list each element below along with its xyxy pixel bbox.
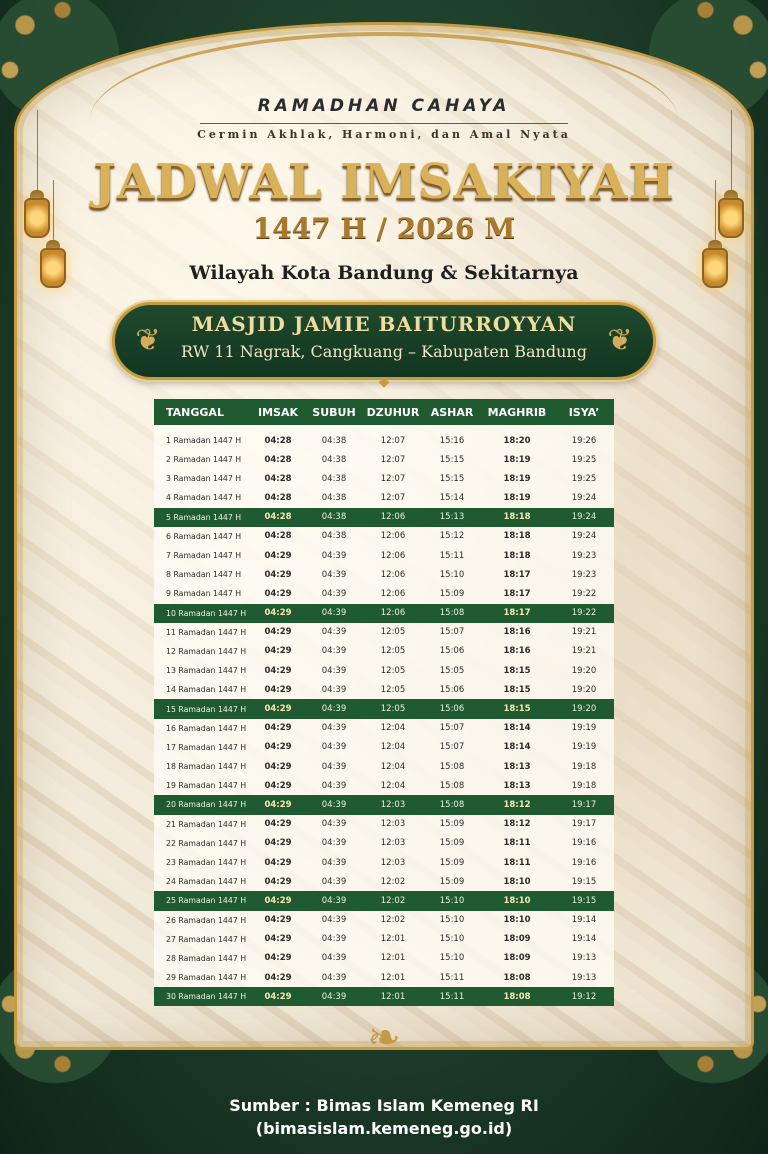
cell-date: 17 Ramadan 1447 H <box>166 742 247 752</box>
cell-date: 30 Ramadan 1447 H <box>154 987 250 1006</box>
cell-dzuhur: 12:02 <box>380 876 406 887</box>
cell-isya: 19:16 <box>571 857 597 868</box>
cell-imsak: 04:29 <box>264 550 292 561</box>
cell-dzuhur: 12:07 <box>380 473 406 484</box>
ornament-icon: ❦ <box>607 323 633 358</box>
cell-imsak: 04:29 <box>264 972 292 983</box>
cell-dzuhur: 12:03 <box>380 857 406 868</box>
cell-maghrib: 18:16 <box>503 646 531 657</box>
cell-maghrib: 18:15 <box>503 665 531 676</box>
cell-subuh: 04:39 <box>321 588 347 599</box>
cell-maghrib: 18:19 <box>503 473 531 484</box>
cell-date: 15 Ramadan 1447 H <box>154 699 250 718</box>
cell-subuh: 04:39 <box>321 915 347 926</box>
region-label: Wilayah Kota Bandung & Sekitarnya <box>189 262 579 284</box>
mosque-name: MASJID JAMIE BAITURROYYAN <box>191 312 577 336</box>
cell-subuh: 04:39 <box>321 742 347 753</box>
cell-date: 14 Ramadan 1447 H <box>166 685 247 695</box>
source-url: (bimasislam.kemeneg.go.id) <box>255 1119 513 1138</box>
cell-imsak: 04:29 <box>264 684 292 695</box>
cell-date: 5 Ramadan 1447 H <box>154 508 250 527</box>
cell-date: 12 Ramadan 1447 H <box>166 646 247 656</box>
cell-subuh: 04:39 <box>321 876 347 887</box>
cell-ashar: 15:11 <box>439 550 465 561</box>
table-row <box>154 795 614 814</box>
column-header: IMSAK <box>250 399 306 425</box>
cell-isya: 19:13 <box>571 953 597 964</box>
cell-subuh: 04:39 <box>321 569 347 580</box>
cell-ashar: 15:09 <box>439 819 465 830</box>
cell-imsak: 04:29 <box>250 699 306 718</box>
cell-ashar: 15:10 <box>439 953 465 964</box>
table-row <box>154 930 614 949</box>
brand-name: RAMADHAN CAHAYA <box>257 96 511 116</box>
cell-date: 22 Ramadan 1447 H <box>166 838 247 848</box>
cell-ashar: 15:12 <box>439 531 465 542</box>
cell-isya: 19:14 <box>571 915 597 926</box>
cell-isya: 19:22 <box>554 604 614 623</box>
cell-isya: 19:20 <box>571 684 597 695</box>
table-row <box>154 469 614 488</box>
cell-imsak: 04:29 <box>264 646 292 657</box>
table-row <box>154 642 614 661</box>
table-row <box>154 911 614 930</box>
bottom-ornament-icon: ❧ <box>367 1015 401 1061</box>
cell-maghrib: 18:17 <box>503 569 531 580</box>
table-row <box>154 757 614 776</box>
cell-ashar: 15:13 <box>424 508 480 527</box>
cell-dzuhur: 12:07 <box>380 492 406 503</box>
cell-subuh: 04:39 <box>321 972 347 983</box>
cell-date: 13 Ramadan 1447 H <box>166 666 247 676</box>
table-row <box>154 508 614 527</box>
cell-date: 25 Ramadan 1447 H <box>154 891 250 910</box>
cell-imsak: 04:28 <box>264 492 292 503</box>
cell-ashar: 15:08 <box>424 795 480 814</box>
cell-date: 1 Ramadan 1447 H <box>166 436 242 445</box>
column-header: ISYA’ <box>554 399 614 425</box>
cell-maghrib: 18:19 <box>503 454 531 465</box>
cell-maghrib: 18:08 <box>503 972 531 983</box>
table-row <box>154 450 614 469</box>
cell-dzuhur: 12:04 <box>380 723 406 734</box>
cell-date: 3 Ramadan 1447 H <box>166 474 242 484</box>
cell-subuh: 04:39 <box>321 934 347 945</box>
cell-ashar: 15:15 <box>439 473 465 484</box>
cell-ashar: 15:15 <box>439 454 465 465</box>
cell-subuh: 04:39 <box>321 761 347 772</box>
cell-maghrib: 18:11 <box>503 838 531 849</box>
table-row <box>154 623 614 642</box>
cell-subuh: 04:39 <box>321 627 347 638</box>
cell-ashar: 15:06 <box>439 684 465 695</box>
cell-maghrib: 18:17 <box>503 588 531 599</box>
cell-imsak: 04:29 <box>250 795 306 814</box>
cell-isya: 19:23 <box>571 550 597 561</box>
column-header: SUBUH <box>306 399 362 425</box>
table-row <box>154 738 614 757</box>
cell-isya: 19:17 <box>554 795 614 814</box>
cell-ashar: 15:08 <box>424 604 480 623</box>
cell-imsak: 04:29 <box>264 915 292 926</box>
table-row <box>154 565 614 584</box>
cell-subuh: 04:38 <box>321 454 347 465</box>
cell-isya: 19:19 <box>571 723 597 734</box>
cell-dzuhur: 12:03 <box>380 819 406 830</box>
cell-date: 11 Ramadan 1447 H <box>166 627 247 637</box>
cell-imsak: 04:29 <box>264 627 292 638</box>
table-row <box>154 527 614 546</box>
cell-date: 7 Ramadan 1447 H <box>166 551 242 561</box>
cell-subuh: 04:39 <box>321 819 347 830</box>
cell-isya: 19:21 <box>571 646 597 657</box>
table-row <box>154 425 614 450</box>
cell-dzuhur: 12:05 <box>362 699 424 718</box>
cell-dzuhur: 12:06 <box>380 531 406 542</box>
cell-dzuhur: 12:05 <box>380 646 406 657</box>
cell-dzuhur: 12:01 <box>380 972 406 983</box>
cell-ashar: 15:07 <box>439 742 465 753</box>
column-header: DZUHUR <box>362 399 424 425</box>
page-title: JADWAL IMSAKIYAH <box>93 154 675 210</box>
cell-imsak: 04:29 <box>264 569 292 580</box>
cell-dzuhur: 12:06 <box>362 508 424 527</box>
cell-dzuhur: 12:06 <box>380 550 406 561</box>
cell-imsak: 04:29 <box>264 665 292 676</box>
cell-ashar: 15:08 <box>439 780 465 791</box>
schedule-table <box>154 399 614 1006</box>
cell-dzuhur: 12:01 <box>362 987 424 1006</box>
cell-ashar: 15:10 <box>424 891 480 910</box>
cell-dzuhur: 12:07 <box>380 435 406 446</box>
table-row <box>154 546 614 565</box>
cell-imsak: 04:28 <box>264 473 292 484</box>
cell-imsak: 04:29 <box>264 876 292 887</box>
table-row <box>154 776 614 795</box>
cell-maghrib: 18:15 <box>503 684 531 695</box>
cell-ashar: 15:16 <box>439 435 465 446</box>
cell-maghrib: 18:12 <box>480 795 554 814</box>
table-row <box>154 488 614 507</box>
cell-dzuhur: 12:02 <box>362 891 424 910</box>
cell-isya: 19:16 <box>571 838 597 849</box>
cell-subuh: 04:39 <box>306 699 362 718</box>
year-label: 1447 H / 2026 M <box>252 212 516 245</box>
cell-imsak: 04:28 <box>264 454 292 465</box>
cell-subuh: 04:39 <box>306 795 362 814</box>
table-row <box>154 719 614 738</box>
cell-maghrib: 18:11 <box>503 857 531 868</box>
cell-imsak: 04:28 <box>264 435 292 446</box>
cell-subuh: 04:39 <box>306 891 362 910</box>
table-row <box>154 680 614 699</box>
cell-ashar: 15:06 <box>439 646 465 657</box>
cell-dzuhur: 12:04 <box>380 761 406 772</box>
cell-date: 27 Ramadan 1447 H <box>166 934 247 944</box>
mosque-address: RW 11 Nagrak, Cangkuang – Kabupaten Bandung <box>181 342 587 361</box>
cell-dzuhur: 12:04 <box>380 742 406 753</box>
cell-ashar: 15:11 <box>439 972 465 983</box>
column-header: MAGHRIB <box>480 399 554 425</box>
cell-imsak: 04:28 <box>250 508 306 527</box>
cell-imsak: 04:29 <box>264 780 292 791</box>
cell-imsak: 04:29 <box>264 819 292 830</box>
cell-dzuhur: 12:01 <box>380 953 406 964</box>
cell-ashar: 15:05 <box>439 665 465 676</box>
cell-ashar: 15:09 <box>439 857 465 868</box>
cell-imsak: 04:29 <box>250 604 306 623</box>
table-row <box>154 872 614 891</box>
cell-subuh: 04:38 <box>306 508 362 527</box>
table-row <box>154 968 614 987</box>
cell-dzuhur: 12:03 <box>380 838 406 849</box>
cell-maghrib: 18:14 <box>503 723 531 734</box>
cell-maghrib: 18:10 <box>503 915 531 926</box>
cell-isya: 19:21 <box>571 627 597 638</box>
cell-maghrib: 18:15 <box>480 699 554 718</box>
cell-isya: 19:19 <box>571 742 597 753</box>
cell-ashar: 15:10 <box>439 915 465 926</box>
cell-maghrib: 18:18 <box>480 508 554 527</box>
cell-subuh: 04:39 <box>321 665 347 676</box>
table-row <box>154 661 614 680</box>
cell-dzuhur: 12:05 <box>380 627 406 638</box>
table-row <box>154 891 614 910</box>
cell-dzuhur: 12:01 <box>380 934 406 945</box>
cell-subuh: 04:39 <box>321 780 347 791</box>
cell-isya: 19:26 <box>571 435 597 446</box>
table-row <box>154 815 614 834</box>
cell-ashar: 15:11 <box>424 987 480 1006</box>
knot-ornament-icon: ◆ <box>378 374 390 390</box>
table-row <box>154 699 614 718</box>
cell-isya: 19:24 <box>571 531 597 542</box>
cell-date: 29 Ramadan 1447 H <box>166 973 247 983</box>
cell-dzuhur: 12:07 <box>380 454 406 465</box>
table-row <box>154 949 614 968</box>
cell-isya: 19:20 <box>571 665 597 676</box>
cell-isya: 19:23 <box>571 569 597 580</box>
cell-date: 10 Ramadan 1447 H <box>154 604 250 623</box>
cell-date: 8 Ramadan 1447 H <box>166 570 242 580</box>
cell-imsak: 04:28 <box>264 531 292 542</box>
cell-subuh: 04:38 <box>321 435 347 446</box>
cell-isya: 19:25 <box>571 454 597 465</box>
cell-isya: 19:15 <box>554 891 614 910</box>
cell-date: 16 Ramadan 1447 H <box>166 723 247 733</box>
cell-ashar: 15:09 <box>439 838 465 849</box>
cell-date: 24 Ramadan 1447 H <box>166 877 247 887</box>
cell-date: 20 Ramadan 1447 H <box>154 795 250 814</box>
cell-maghrib: 18:09 <box>503 953 531 964</box>
cell-ashar: 15:09 <box>439 876 465 887</box>
cell-date: 23 Ramadan 1447 H <box>166 858 247 868</box>
cell-subuh: 04:39 <box>321 953 347 964</box>
source-line: Sumber : Bimas Islam Kemeneg RI <box>229 1096 539 1115</box>
cell-dzuhur: 12:06 <box>362 604 424 623</box>
cell-subuh: 04:39 <box>306 604 362 623</box>
cell-date: 28 Ramadan 1447 H <box>166 953 247 963</box>
cell-isya: 19:22 <box>571 588 597 599</box>
cell-imsak: 04:29 <box>250 987 306 1006</box>
brand-divider <box>200 123 568 124</box>
column-header: TANGGAL <box>154 399 250 425</box>
cell-ashar: 15:06 <box>424 699 480 718</box>
cell-maghrib: 18:10 <box>480 891 554 910</box>
cell-maghrib: 18:13 <box>503 761 531 772</box>
table-header-row <box>154 399 614 425</box>
cell-isya: 19:15 <box>571 876 597 887</box>
cell-maghrib: 18:19 <box>503 492 531 503</box>
cell-date: 19 Ramadan 1447 H <box>166 781 247 791</box>
cell-dzuhur: 12:02 <box>380 915 406 926</box>
cell-dzuhur: 12:05 <box>380 665 406 676</box>
cell-subuh: 04:39 <box>321 857 347 868</box>
cell-ashar: 15:08 <box>439 761 465 772</box>
cell-maghrib: 18:13 <box>503 780 531 791</box>
cell-subuh: 04:38 <box>321 492 347 503</box>
table-row <box>154 987 614 1006</box>
tagline: Cermin Akhlak, Harmoni, dan Amal Nyata <box>197 128 571 141</box>
cell-maghrib: 18:12 <box>503 819 531 830</box>
cell-ashar: 15:10 <box>439 934 465 945</box>
table-row <box>154 604 614 623</box>
cell-isya: 19:18 <box>571 780 597 791</box>
table-row <box>154 853 614 872</box>
cell-subuh: 04:39 <box>321 646 347 657</box>
cell-isya: 19:24 <box>571 492 597 503</box>
cell-imsak: 04:29 <box>264 588 292 599</box>
cell-date: 4 Ramadan 1447 H <box>166 493 242 503</box>
cell-subuh: 04:39 <box>306 987 362 1006</box>
cell-maghrib: 18:16 <box>503 627 531 638</box>
cell-isya: 19:24 <box>554 508 614 527</box>
table-row <box>154 834 614 853</box>
source-credit <box>0 1094 768 1140</box>
cell-imsak: 04:29 <box>264 838 292 849</box>
cell-maghrib: 18:20 <box>503 435 531 446</box>
cell-ashar: 15:07 <box>439 723 465 734</box>
cell-ashar: 15:10 <box>439 569 465 580</box>
cell-dzuhur: 12:04 <box>380 780 406 791</box>
cell-imsak: 04:29 <box>264 742 292 753</box>
cell-imsak: 04:29 <box>264 723 292 734</box>
cell-date: 6 Ramadan 1447 H <box>166 531 242 541</box>
cell-subuh: 04:39 <box>321 838 347 849</box>
cell-date: 21 Ramadan 1447 H <box>166 819 247 829</box>
cell-maghrib: 18:18 <box>503 550 531 561</box>
cell-maghrib: 18:09 <box>503 934 531 945</box>
column-header: ASHAR <box>424 399 480 425</box>
ornament-icon: ❦ <box>135 323 161 358</box>
cell-date: 26 Ramadan 1447 H <box>166 915 247 925</box>
cell-dzuhur: 12:05 <box>380 684 406 695</box>
cell-maghrib: 18:14 <box>503 742 531 753</box>
cell-imsak: 04:29 <box>264 934 292 945</box>
cell-date: 18 Ramadan 1447 H <box>166 762 247 772</box>
cell-imsak: 04:29 <box>264 761 292 772</box>
cell-isya: 19:18 <box>571 761 597 772</box>
cell-date: 2 Ramadan 1447 H <box>166 455 242 465</box>
cell-dzuhur: 12:06 <box>380 588 406 599</box>
cell-subuh: 04:39 <box>321 684 347 695</box>
cell-imsak: 04:29 <box>250 891 306 910</box>
cell-maghrib: 18:10 <box>503 876 531 887</box>
cell-subuh: 04:38 <box>321 531 347 542</box>
cell-imsak: 04:29 <box>264 857 292 868</box>
cell-imsak: 04:29 <box>264 953 292 964</box>
cell-subuh: 04:39 <box>321 550 347 561</box>
cell-subuh: 04:39 <box>321 723 347 734</box>
table-row <box>154 584 614 603</box>
cell-subuh: 04:38 <box>321 473 347 484</box>
cell-isya: 19:17 <box>571 819 597 830</box>
cell-maghrib: 18:18 <box>503 531 531 542</box>
cell-ashar: 15:07 <box>439 627 465 638</box>
cell-ashar: 15:14 <box>439 492 465 503</box>
cell-isya: 19:13 <box>571 972 597 983</box>
cell-isya: 19:14 <box>571 934 597 945</box>
cell-isya: 19:20 <box>554 699 614 718</box>
cell-dzuhur: 12:03 <box>362 795 424 814</box>
cell-maghrib: 18:17 <box>480 604 554 623</box>
cell-isya: 19:12 <box>554 987 614 1006</box>
cell-maghrib: 18:08 <box>480 987 554 1006</box>
cell-ashar: 15:09 <box>439 588 465 599</box>
cell-date: 9 Ramadan 1447 H <box>166 589 242 599</box>
cell-dzuhur: 12:06 <box>380 569 406 580</box>
cell-isya: 19:25 <box>571 473 597 484</box>
